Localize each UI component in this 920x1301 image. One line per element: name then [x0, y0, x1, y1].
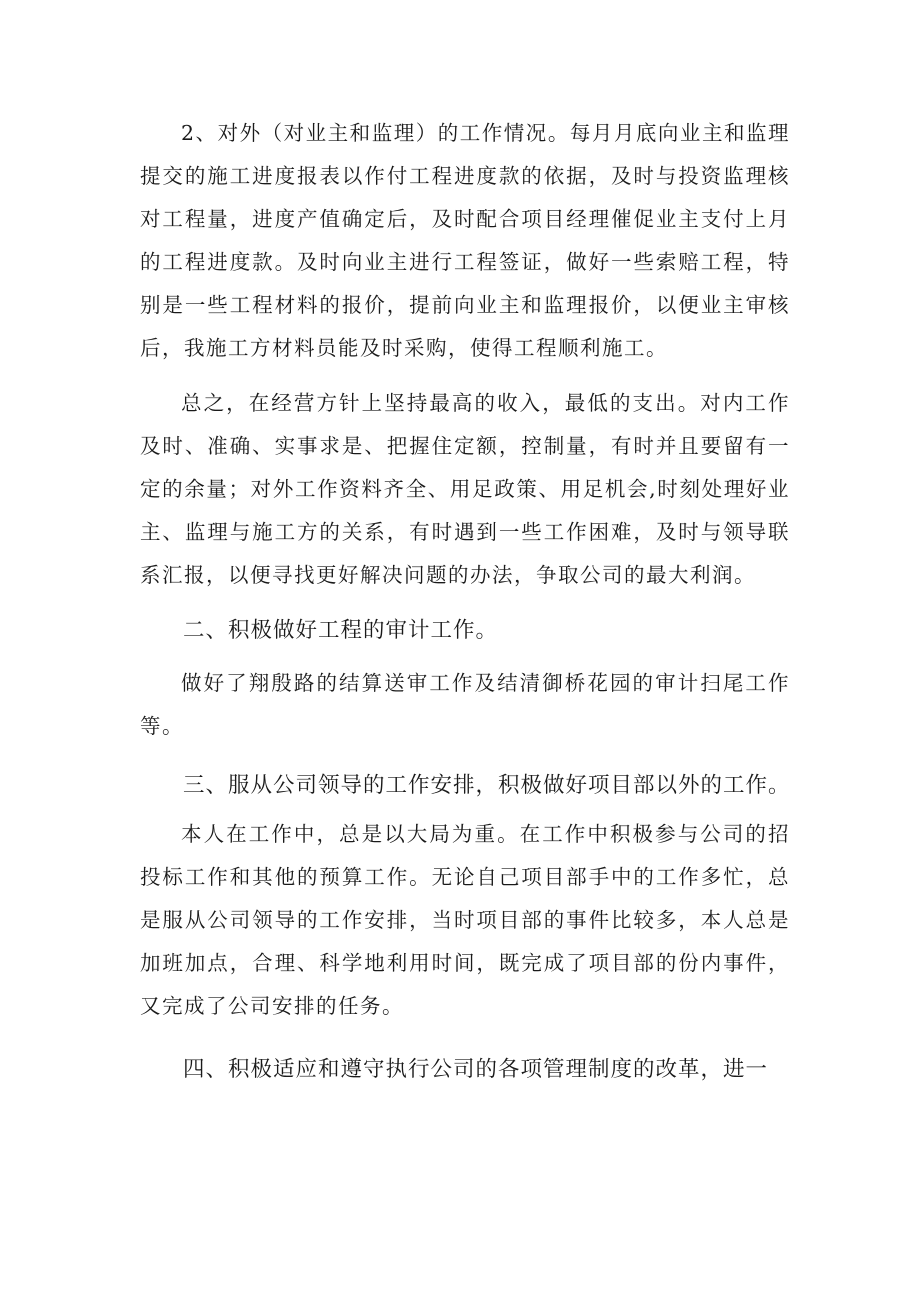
document-body	[140, 112, 790, 1091]
heading-obey-leadership: 三、服从公司领导的工作安排，积极做好项目部以外的工作。	[183, 773, 791, 798]
heading-audit-work: 二、积极做好工程的审计工作。	[183, 618, 499, 643]
heading-management-reform: 四、积极适应和遵守执行公司的各项管理制度的改革，进一	[183, 1057, 769, 1082]
paragraph-external-work: 2、对外（对业主和监理）的工作情况。每月月底向业主和监理提交的施工进度报表以作付工程进度款的依据，及时与投资监理核对工程量，进度产值确定后，及时配合项目经理催促业主支付上月的工程进度款。及时向业主进行工程签证，做好一些索赔工程，特别是一些工程材料的报价，提前向业主和监理报价，以便业主审核后，我施工方材料员能及时采购，使得工程顺利施工。	[140, 121, 790, 360]
paragraph-overall-view: 本人在工作中，总是以大局为重。在工作中积极参与公司的招投标工作和其他的预算工作。无论自己项目部手中的工作多忙，总是服从公司领导的工作安排，当时项目部的事件比较多，本人总是加班加点，合理、科学地利用时间，既完成了项目部的份内事件，又完成了公司安排的任务。	[140, 822, 790, 1018]
paragraph-audit-details: 做好了翔殷路的结算送审工作及结清御桥花园的审计扫尾工作等。	[140, 671, 790, 738]
paragraph-summary: 总之，在经营方针上坚持最高的收入，最低的支出。对内工作及时、准确、实事求是、把握住定额，控制量，有时并且要留有一定的余量；对外工作资料齐全、用足政策、用足机会,时刻处理好业主、监理与施工方的关系，有时遇到一些工作困难，及时与领导联系汇报，以便寻找更好解决问题的办法，争取公司的最大利润。	[140, 391, 790, 587]
